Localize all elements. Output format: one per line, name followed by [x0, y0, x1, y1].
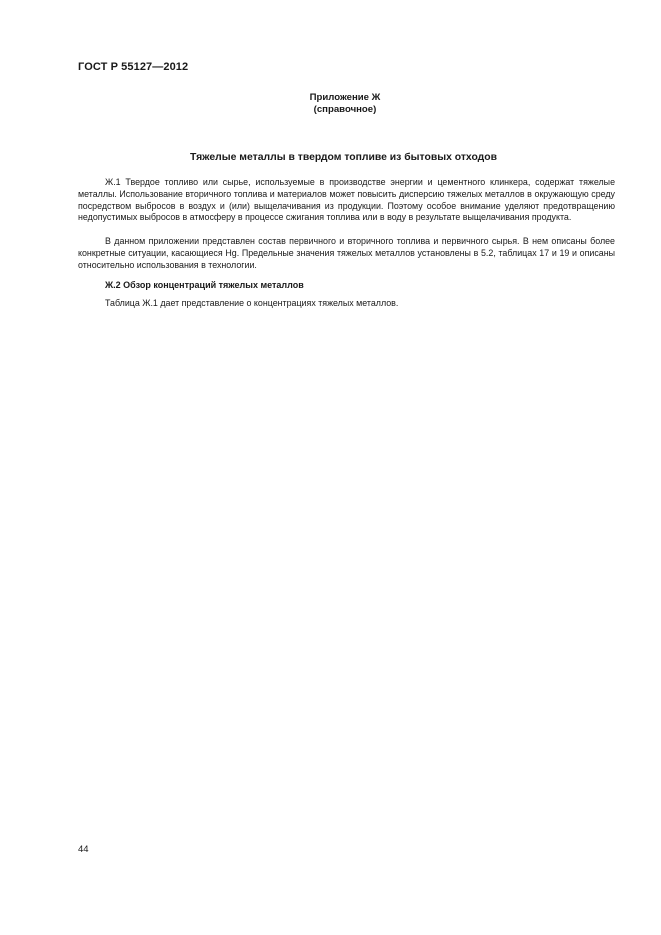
annex-title: Приложение Ж: [309, 92, 381, 103]
page-number: 44: [78, 844, 89, 855]
paragraph-1: Ж.1 Твердое топливо или сырье, используемые в производстве энергии и цементного клинкера, содержат тяжелые металлы. Использование вторичного топлива и материалов может повысить дисперсию тяжелых металлов в окружающую среду посредством выбросов в воздух и (или) выщелачивания из продукции. Поэтому особое внимание уделяют предотвращению недопустимых выбросов в атмосферу в процессе сжигания топлива или в воду в результате выщелачивания продукта.: [78, 177, 615, 223]
annex-type: (справочное): [313, 104, 377, 115]
subsection-heading: Ж.2 Обзор концентраций тяжелых металлов: [105, 280, 304, 290]
paragraph-3: Таблица Ж.1 дает представление о концентрациях тяжелых металлов.: [105, 298, 399, 308]
section-title: Тяжелые металлы в твердом топливе из бытовых отходов: [190, 152, 497, 163]
paragraph-2: В данном приложении представлен состав первичного и вторичного топлива и первичного сырья. В нем описаны более конкретные ситуации, касающиеся Hg. Предельные значения тяжелых металлов установлены в 5.2, таблицах 17 и 19 и описаны относительно использования в технологии.: [78, 236, 615, 270]
annex-heading: [250, 92, 440, 116]
document-code: ГОСТ Р 55127—2012: [78, 61, 189, 73]
